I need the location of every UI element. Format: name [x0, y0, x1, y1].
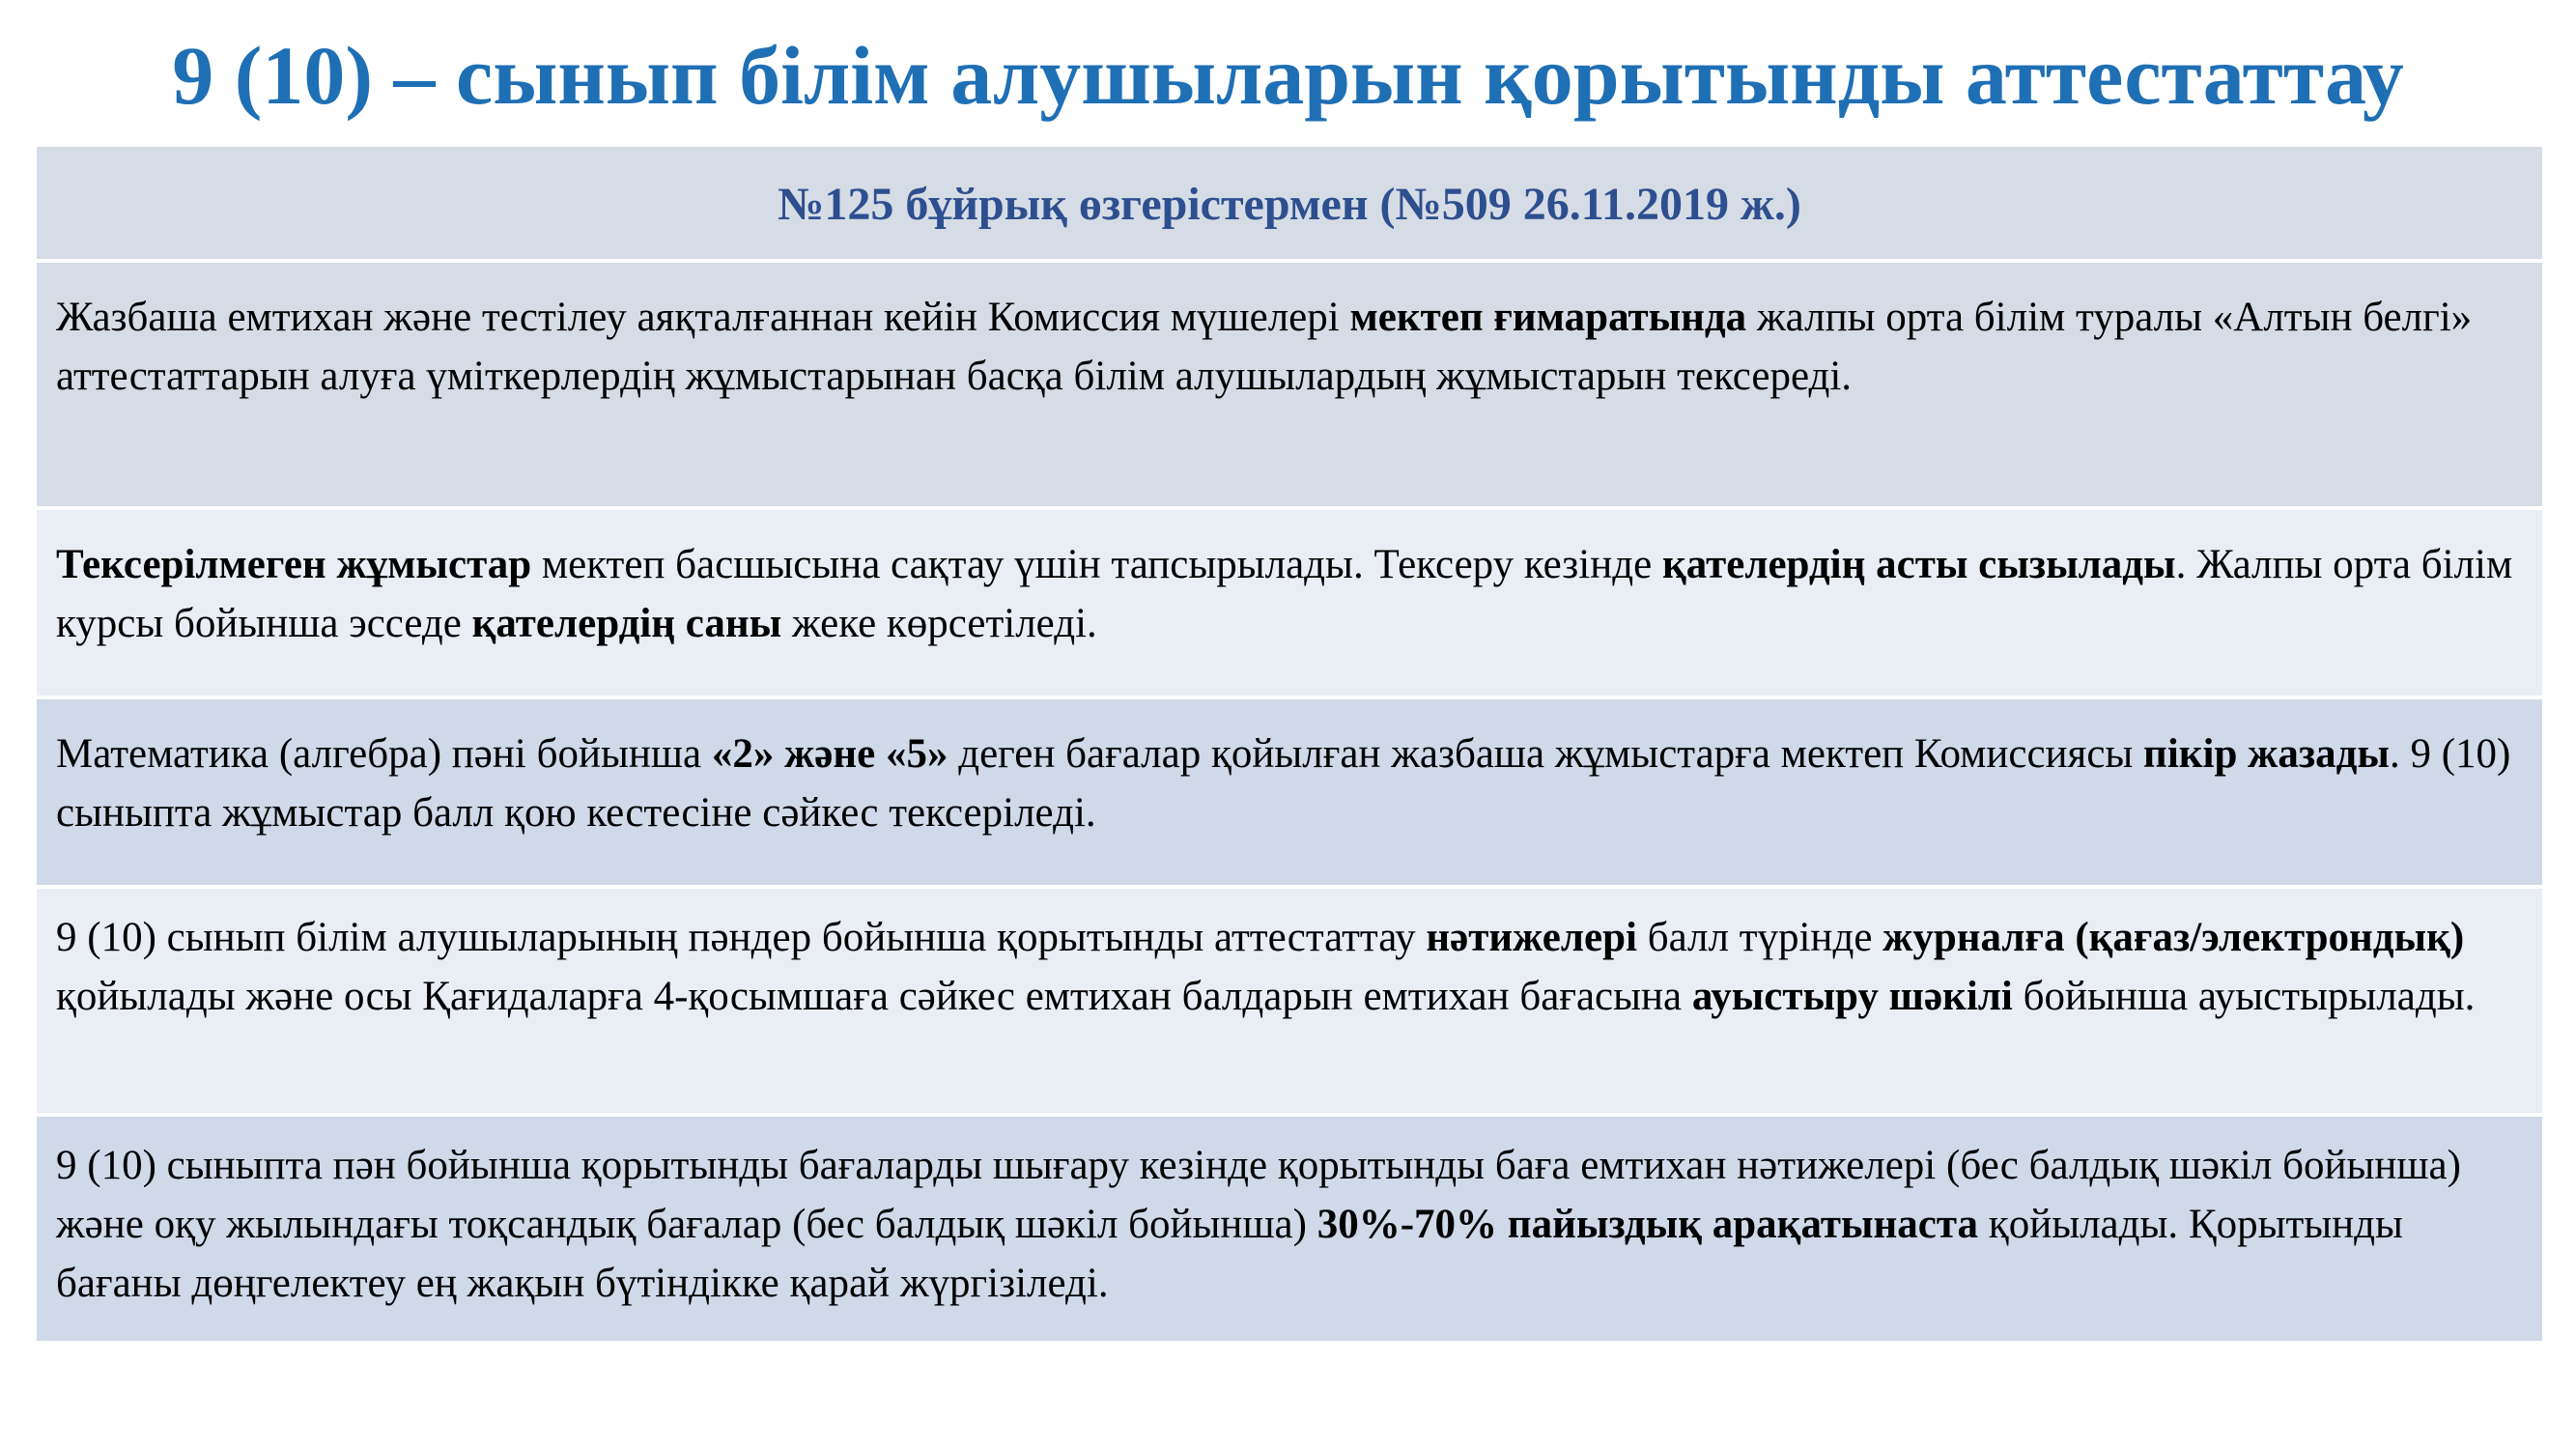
slide-title: 9 (10) – сынып білім алушыларын қорытынды аттестаттау [172, 29, 2404, 122]
table-header: №125 бұйрық өзгерістермен (№509 26.11.2019 ж.) [37, 147, 2542, 263]
bold-phrase: «2» және «5» [711, 731, 948, 777]
bold-phrase: ауыстыру шәкілі [1691, 974, 2013, 1019]
row-text: Тексерілмеген жұмыстар мектеп басшысына сақтау үшін тапсырылады. Тексеру кезінде қателердің асты сызылады. Жалпы орта білім курсы бойынша эсседе қателердің саны жеке көрсетіледі. [56, 542, 2513, 646]
table-row [37, 699, 2542, 889]
row-text: 9 (10) сыныпта пән бойынша қорытынды бағаларды шығару кезінде қорытынды баға емтихан нәтижелері (бес балдық шәкіл бойынша) және оқу жылындағы тоқсандық бағалар (бес балдық шәкіл бойынша) 30%-70% пайыздық арақатынаста қойылады. Қорытынды бағаны дөңгелектеу ең жақын бүтіндікке қарай жүргізіледі. [56, 1143, 2461, 1306]
bold-phrase: Тексерілмеген жұмыстар [56, 542, 532, 587]
row-text: 9 (10) сынып білім алушыларының пәндер бойынша қорытынды аттестаттау нәтижелері балл түрінде журналға (қағаз/электрондық) қойылады және осы Қағидаларға 4-қосымшаға сәйкес емтихан балдарын емтихан бағасына ауыстыру шәкілі бойынша ауыстырылады. [56, 915, 2476, 1019]
table-row [37, 1117, 2542, 1345]
bold-phrase: қателердің саны [471, 601, 782, 646]
bold-phrase: қателердің асты сызылады [1661, 542, 2176, 587]
content-table [37, 147, 2542, 1345]
bold-phrase: пікір жазады [2143, 731, 2390, 777]
bold-phrase: журналға (қағаз/электрондық) [1882, 915, 2465, 960]
row-text: Математика (алгебра) пәні бойынша «2» және «5» деген бағалар қойылған жазбаша жұмыстарға мектеп Комиссиясы пікір жазады. 9 (10) сыныпта жұмыстар балл қою кестесіне сәйкес тексеріледі. [56, 731, 2511, 836]
table-row [37, 263, 2542, 510]
row-text: Жазбаша емтихан және тестілеу аяқталғаннан кейін Комиссия мүшелері мектеп ғимаратында жалпы орта білім туралы «Алтын белгі» аттестаттарын алуға үміткерлердің жұмыстарынан басқа білім алушылардың жұмыстарын тексереді. [56, 295, 2473, 399]
table-row [37, 510, 2542, 699]
bold-phrase: мектеп ғимаратында [1349, 295, 1747, 340]
bold-phrase: нәтижелері [1426, 915, 1637, 960]
bold-phrase: 30%-70% пайыздық арақатынаста [1316, 1202, 1979, 1247]
table-row [37, 889, 2542, 1117]
